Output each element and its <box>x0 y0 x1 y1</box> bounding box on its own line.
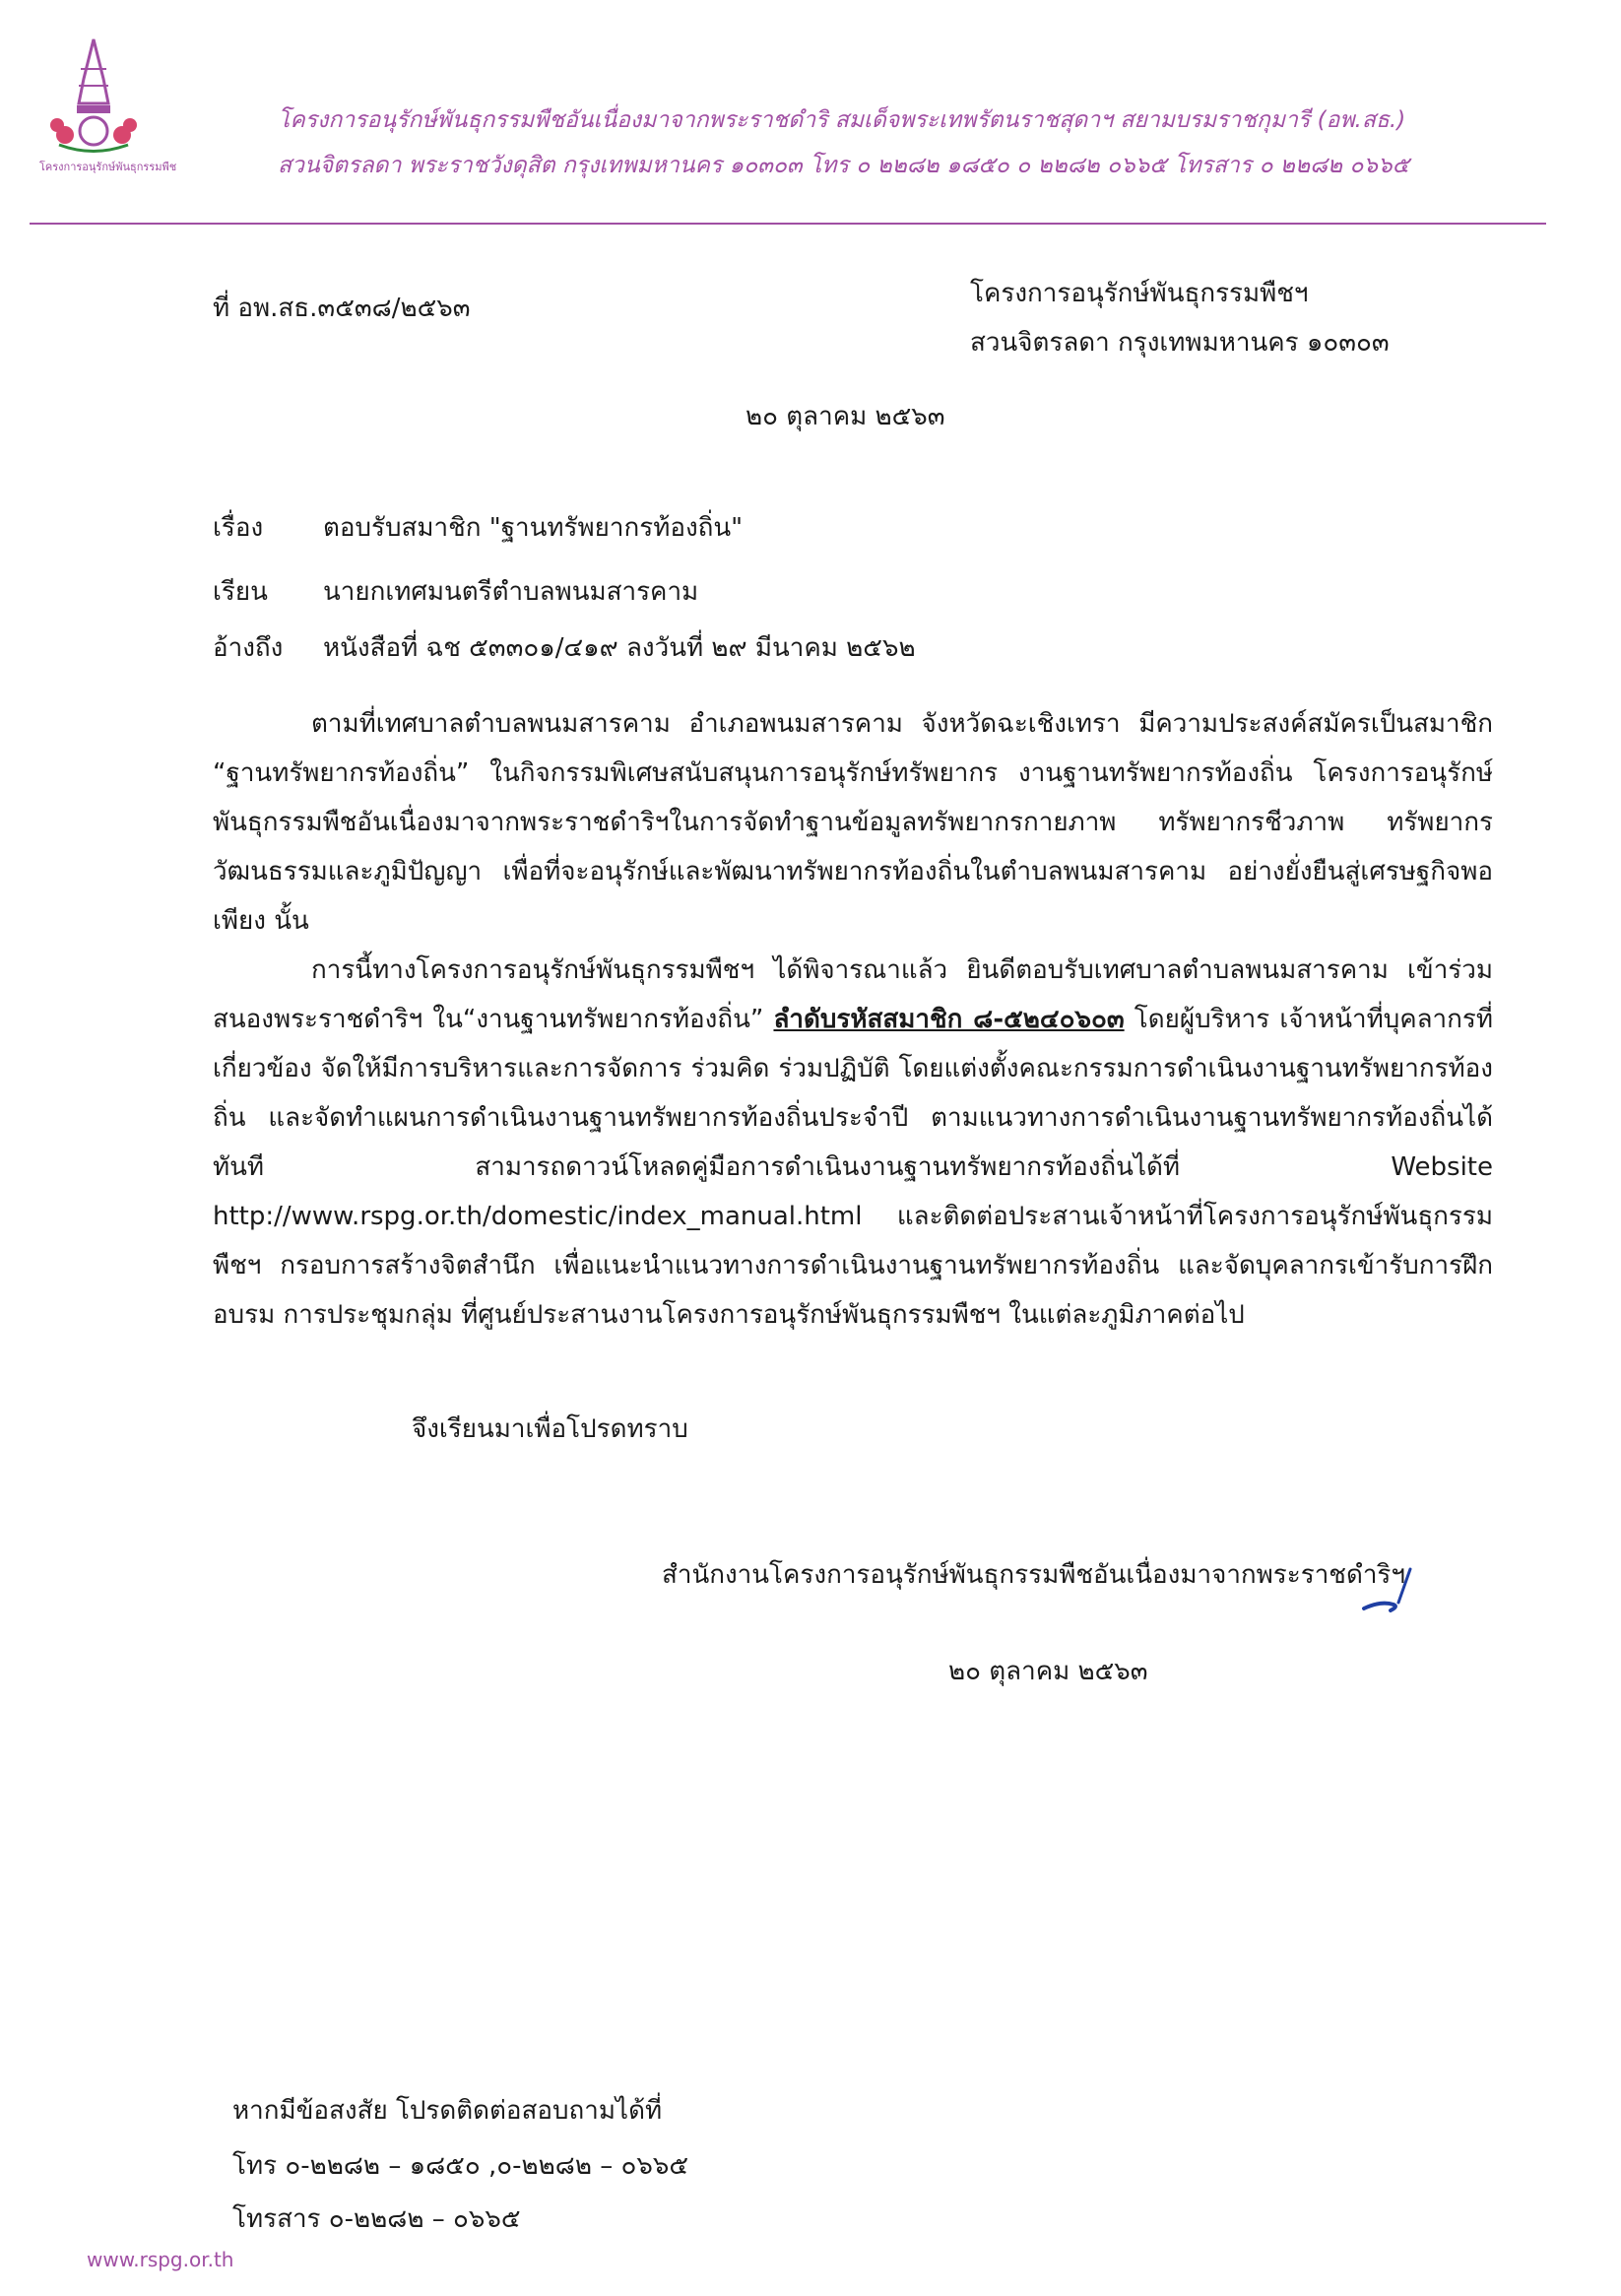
contact-phone: โทร ๐-๒๒๘๒ – ๑๘๕๐ ,๐-๒๒๘๒ – ๐๖๖๕ <box>232 2151 689 2181</box>
reference-label: อ้างถึง <box>213 633 284 663</box>
reference-number: ที่ อพ.สธ.๓๕๓๘/๒๕๖๓ <box>213 294 471 323</box>
closing-text: จึงเรียนมาเพื่อโปรดทราบ <box>412 1414 688 1444</box>
signature-office: สำนักงานโครงการอนุรักษ์พันธุกรรมพืชอันเนื่องมาจากพระราชดำริฯ <box>662 1560 1405 1590</box>
to-text: นายกเทศมนตรีตำบลพนมสารคาม <box>323 577 699 607</box>
body-paragraph-2 <box>213 946 1493 1340</box>
handwritten-signature-icon <box>1359 1561 1428 1620</box>
letterhead-project-line: โครงการอนุรักษ์พันธุกรรมพืชอันเนื่องมาจากพระราชดำริ สมเด็จพระเทพรัตนราชสุดาฯ สยามบรมราชกุมารี (อพ.สธ.) <box>278 107 1406 133</box>
contact-intro: หากมีข้อสงสัย โปรดติดต่อสอบถามได้ที่ <box>232 2096 663 2126</box>
body-paragraph-1-text: ตามที่เทศบาลตำบลพนมสารคาม อำเภอพนมสารคาม จังหวัดฉะเชิงเทรา มีความประสงค์สมัครเป็นสมาชิก “ฐานทรัพยากรท้องถิ่น” ในกิจกรรมพิเศษสนับสนุนการอนุรักษ์ทรัพยากร งานฐานทรัพยากรท้องถิ่น โครงการอนุรักษ์พันธุกรรมพืชอันเนื่องมาจากพระราชดำริฯในการจัดทำฐานข้อมูลทรัพยากรกายภาพ ทรัพยากรชีวภาพ ทรัพยากรวัฒนธรรมและภูมิปัญญา เพื่อที่จะอนุรักษ์และพัฒนาทรัพยากรท้องถิ่นในตำบลพนมสารคาม อย่างยั่งยืนสู่เศรษฐกิจพอเพียง นั้น <box>213 709 1493 936</box>
member-code: ลำดับรหัสสมาชิก ๘-๕๒๔๐๖๐๓ <box>773 1005 1125 1034</box>
logo-caption: โครงการอนุรักษ์พันธุกรรมพืช <box>39 161 177 173</box>
rspg-logo-icon <box>30 34 158 172</box>
sender-line-2: สวนจิตรลดา กรุงเทพมหานคร ๑๐๓๐๓ <box>970 328 1390 358</box>
body-paragraph-1 <box>213 699 1493 946</box>
footer-website-link[interactable]: www.rspg.or.th <box>87 2248 234 2271</box>
body-paragraph-2-text-b: โดยผู้บริหาร เจ้าหน้าที่บุคลากรที่เกี่ยวข้อง จัดให้มีการบริหารและการจัดการ ร่วมคิด ร่วมปฏิบัติ โดยแต่งตั้งคณะกรรมการดำเนินงานฐานทรัพยากรท้องถิ่น และจัดทำแผนการดำเนินงานฐานทรัพยากรท้องถิ่นประจำปี ตามแนวทางการดำเนินงานฐานทรัพยากรท้องถิ่นได้ทันที สามารถดาวน์โหลดคู่มือการดำเนินงานฐานทรัพยากรท้องถิ่นได้ที่ Website http://www.rspg.or.th/domestic/index_manual.html และติดต่อประสานเจ้าหน้าที่โครงการอนุรักษ์พันธุกรรมพืชฯ กรอบการสร้างจิตสำนึก เพื่อแนะนำแนวทางการดำเนินงานฐานทรัพยากรท้องถิ่น และจัดบุคลากรเข้ารับการฝึกอบรม การประชุมกลุ่ม ที่ศูนย์ประสานงานโครงการอนุรักษ์พันธุกรรมพืชฯ ในแต่ละภูมิภาคต่อไป <box>213 1005 1494 1330</box>
body-paragraph-2-text-a: การนี้ทางโครงการอนุรักษ์พันธุกรรมพืชฯ ได้พิจารณาแล้ว ยินดีตอบรับเทศบาลตำบลพนมสารคาม เข้าร่วมสนองพระราชดำริฯ ใน“งานฐานทรัพยากรท้องถิ่น” <box>213 955 1493 1034</box>
subject-label: เรื่อง <box>213 513 264 543</box>
letter-date: ๒๐ ตุลาคม ๒๕๖๓ <box>746 402 945 431</box>
to-label: เรียน <box>213 577 268 607</box>
subject-text: ตอบรับสมาชิก "ฐานทรัพยากรท้องถิ่น" <box>323 513 744 543</box>
reference-text: หนังสือที่ ฉช ๕๓๓๐๑/๔๑๙ ลงวันที่ ๒๙ มีนาคม ๒๕๖๒ <box>323 633 916 663</box>
sender-line-1: โครงการอนุรักษ์พันธุกรรมพืชฯ <box>970 279 1309 308</box>
letterhead-address-line: สวนจิตรลดา พระราชวังดุสิต กรุงเทพมหานคร ๑๐๓๐๓ โทร ๐ ๒๒๘๒ ๑๘๕๐ ๐ ๒๒๘๒ ๐๖๖๕ โทรสาร ๐ ๒๒๘๒ ๐๖๖๕ <box>278 153 1409 178</box>
contact-fax: โทรสาร ๐-๒๒๘๒ – ๐๖๖๕ <box>232 2204 521 2234</box>
signature-date: ๒๐ ตุลาคม ๒๕๖๓ <box>948 1657 1148 1686</box>
letterhead-divider <box>30 223 1546 225</box>
